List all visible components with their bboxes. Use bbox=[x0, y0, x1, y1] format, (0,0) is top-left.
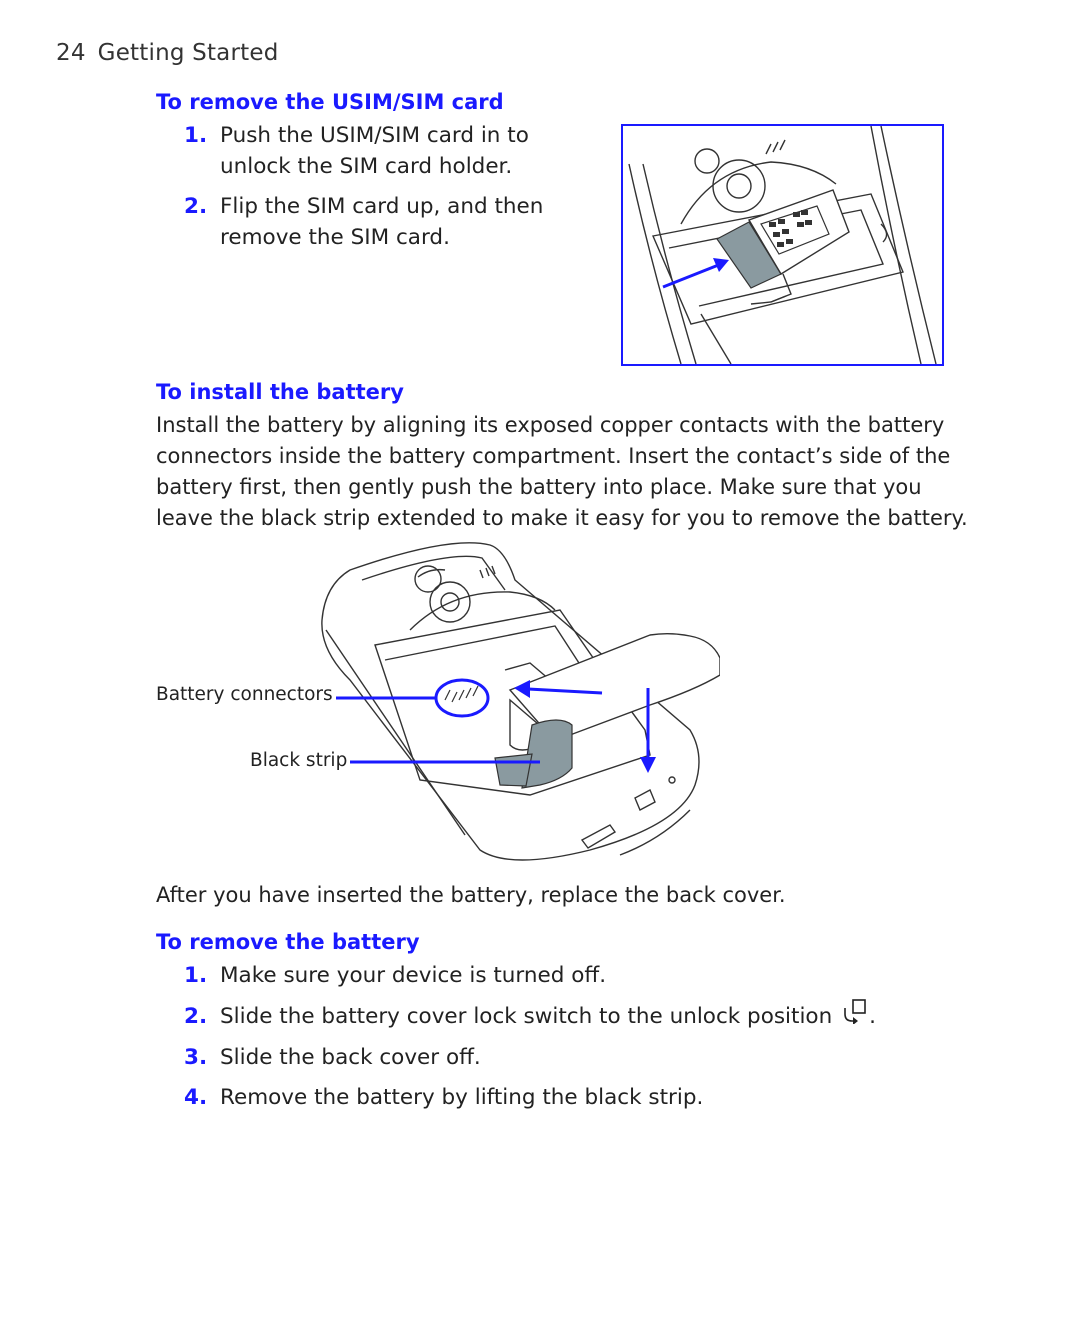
battery-step-4 bbox=[184, 1082, 984, 1113]
battery-step-1 bbox=[184, 960, 984, 991]
running-head bbox=[56, 40, 279, 66]
battery-step-3 bbox=[184, 1042, 984, 1073]
step-number: 3. bbox=[184, 1045, 208, 1070]
step-number: 2. bbox=[184, 1004, 208, 1029]
sim-step-1 bbox=[184, 120, 544, 182]
step-text: Slide the battery cover lock switch to the unlock position bbox=[220, 1004, 833, 1029]
callout-battery-connectors: Battery connectors bbox=[156, 684, 333, 705]
step-number: 1. bbox=[184, 963, 208, 988]
step-text: Push the USIM/SIM card in to unlock the SIM card holder. bbox=[220, 123, 529, 179]
heading-remove-battery: To remove the battery bbox=[156, 930, 420, 954]
install-battery-body: Install the battery by aligning its exposed copper contacts with the battery connectors inside the battery compartment. Insert the contact’s side of the battery first, then gently push the battery into place. Make sure that you leave the black strip extended to make it easy for you to remove the battery. bbox=[156, 413, 968, 530]
step-number: 2. bbox=[184, 194, 208, 219]
step-text: Make sure your device is turned off. bbox=[220, 963, 607, 988]
step-number: 1. bbox=[184, 123, 208, 148]
battery-installation-illustration bbox=[300, 540, 720, 870]
step-number: 4. bbox=[184, 1085, 208, 1110]
heading-install-battery: To install the battery bbox=[156, 380, 404, 404]
sim-card-removal-illustration bbox=[621, 124, 944, 366]
step-suffix: . bbox=[869, 1004, 876, 1029]
page-number: 24 bbox=[56, 40, 86, 66]
unlock-icon bbox=[843, 1002, 869, 1026]
battery-step-2 bbox=[184, 1001, 984, 1032]
step-text: Flip the SIM card up, and then remove the SIM card. bbox=[220, 194, 544, 250]
section-title: Getting Started bbox=[97, 40, 279, 66]
callout-black-strip: Black strip bbox=[250, 750, 348, 771]
sim-step-2 bbox=[184, 191, 544, 253]
after-insert-note: After you have inserted the battery, replace the back cover. bbox=[156, 883, 786, 907]
step-text: Slide the back cover off. bbox=[220, 1045, 481, 1070]
heading-remove-sim: To remove the USIM/SIM card bbox=[156, 90, 504, 114]
step-text: Remove the battery by lifting the black strip. bbox=[220, 1085, 704, 1110]
